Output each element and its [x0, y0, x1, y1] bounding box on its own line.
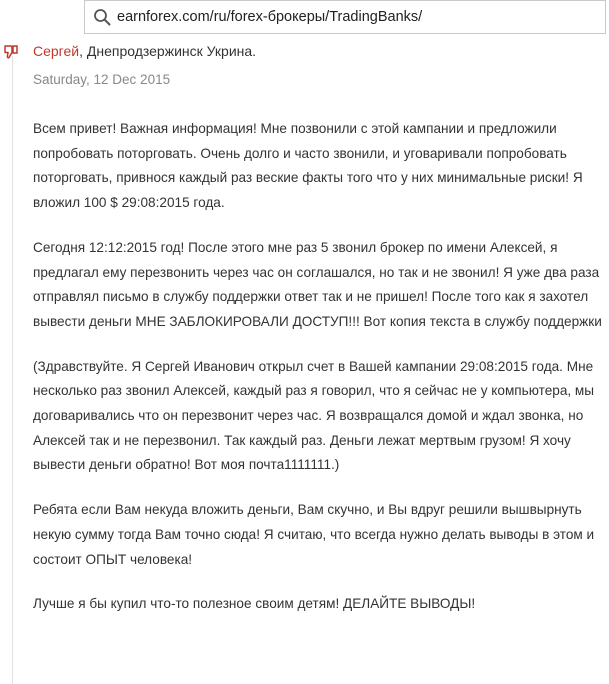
- comment-author[interactable]: Сергей: [33, 43, 80, 59]
- comment-paragraph: Лучше я бы купил что-то полезное своим детям! ДЕЛАЙТЕ ВЫВОДЫ!: [33, 596, 476, 612]
- address-bar[interactable]: [84, 0, 606, 34]
- thread-line: [12, 56, 13, 684]
- comment-header: [33, 43, 256, 59]
- comment-paragraph: Всем привет! Важная информация! Мне позвонили с этой кампании и предложили попробовать поторговать. Очень долго и часто звонили, и уговаривали попробовать поторговать, привнося каждый раз веские факты того что у них минимальные риски! Я вложил 100 $ 29:08:2015 года.: [33, 121, 583, 211]
- thumbs-down-icon[interactable]: [3, 44, 19, 60]
- comment-body: [33, 117, 607, 637]
- comment-paragraph: Ребята если Вам некуда вложить деньги, Вам скучно, и Вы вдруг решили вышвырнуть некую сумму тогда Вам точно сюда! Я считаю, что всегда нужно делать выводы в этом и состоит ОПЫТ человека!: [33, 502, 595, 567]
- comment-paragraph: (Здравствуйте. Я Сергей Иванович открыл счет в Вашей кампании 29:08:2015 года. Мне несколько раз звонил Алексей, каждый раз я говорил, что я сейчас не у компьютера, мы договаривались что он перезвонит через час. Я возвращался домой и ждал звонка, но Алексей так и не перезвонил. Так каждый раз. Деньги лежат мертвым грузом! Я хочу вывести деньги обратно! Вот моя почта1111111.): [33, 358, 595, 473]
- comment-date: Saturday, 12 Dec 2015: [33, 72, 171, 87]
- comment-location: , Днепродзержинск Укрина.: [79, 43, 257, 59]
- search-icon: [93, 8, 111, 26]
- url-text[interactable]: earnforex.com/ru/forex-брокеры/TradingBanks/: [117, 9, 423, 25]
- comment-paragraph: Сегодня 12:12:2015 год! После этого мне раз 5 звонил брокер по имени Алексей, я предлагал ему перезвонить через час он соглашался, но так и не звонил! Я уже два раза отправлял письмо в службу поддержки ответ так и не пришел! После того как я захотел вывести деньги МНЕ ЗАБЛОКИРОВАЛИ ДОСТУП!!! Вот копия текста в службу поддержки: [33, 239, 602, 329]
